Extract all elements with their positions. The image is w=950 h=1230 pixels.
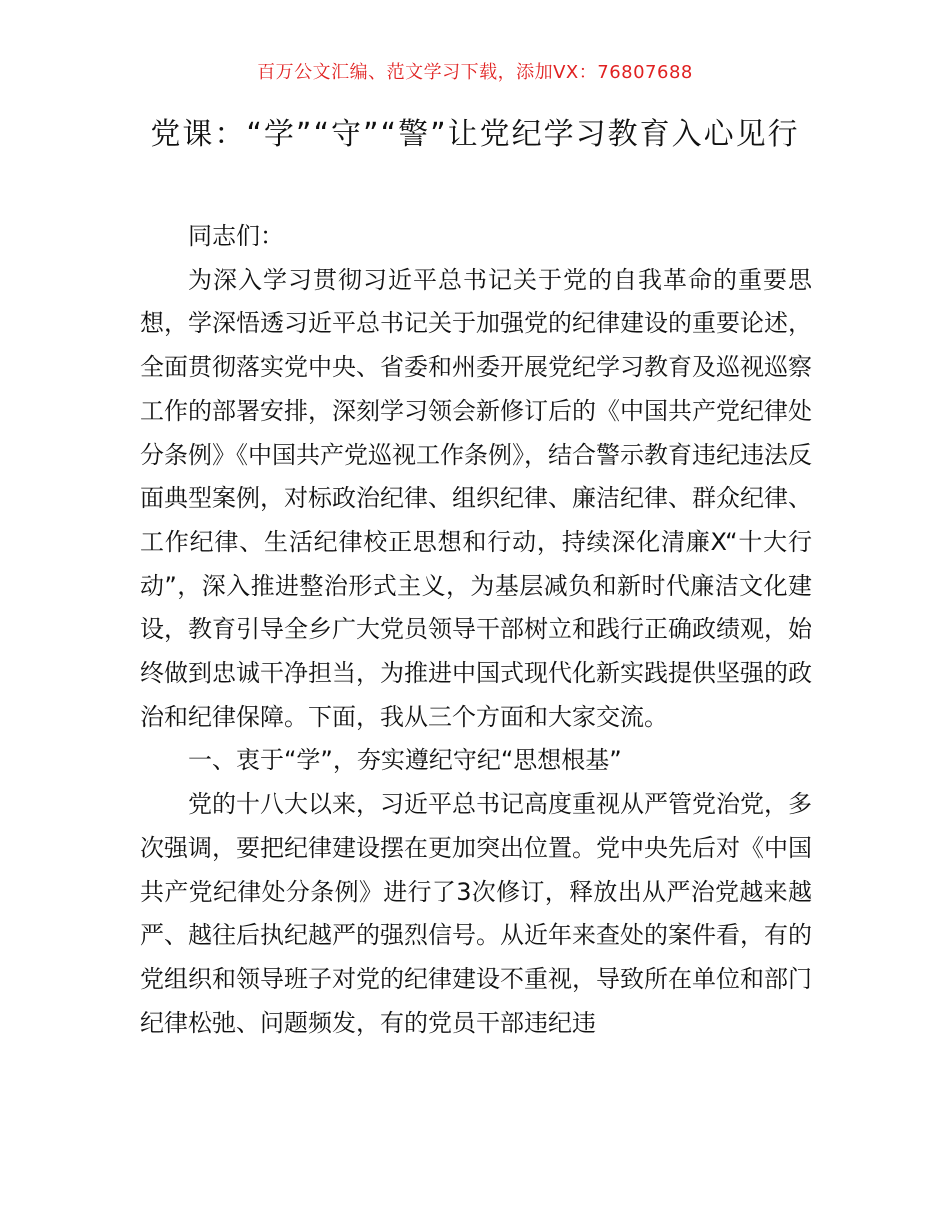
document-body [140, 215, 812, 1045]
document-title: 党课：“学”“守”“警”让党纪学习教育入心见行 [150, 117, 800, 152]
body-paragraph: 党的十八大以来，习近平总书记高度重视从严管党治党，多次强调，要把纪律建设摆在更加突出位置。党中央先后对《中国共产党纪律处分条例》进行了3次修订，释放出从严治党越来越严、越往后执纪越严的强烈信号。从近年来查处的案件看，有的党组织和领导班子对党的纪律建设不重视，导致所在单位和部门纪律松弛、问题频发，有的党员干部违纪违 [140, 790, 812, 1037]
salutation: 同志们： [188, 222, 284, 250]
section-heading-1: 一、衷于“学”，夯实遵纪守纪“思想根基” [188, 746, 622, 775]
watermark-header: 百万公文汇编、范文学习下载，添加VX：76807688 [257, 62, 693, 83]
intro-paragraph: 为深入学习贯彻习近平总书记关于党的自我革命的重要思想，学深悟透习近平总书记关于加强党的纪律建设的重要论述，全面贯彻落实党中央、省委和州委开展党纪学习教育及巡视巡察工作的部署安排，深刻学习领会新修订后的《中国共产党纪律处分条例》《中国共产党巡视工作条例》，结合警示教育违纪违法反面典型案例，对标政治纪律、组织纪律、廉洁纪律、群众纪律、工作纪律、生活纪律校正思想和行动，持续深化清廉X“十大行动”，深入推进整治形式主义，为基层减负和新时代廉洁文化建设，教育引导全乡广大党员领导干部树立和践行正确政绩观，始终做到忠诚干净担当，为推进中国式现代化新实践提供坚强的政治和纪律保障。下面，我从三个方面和大家交流。 [140, 265, 812, 731]
